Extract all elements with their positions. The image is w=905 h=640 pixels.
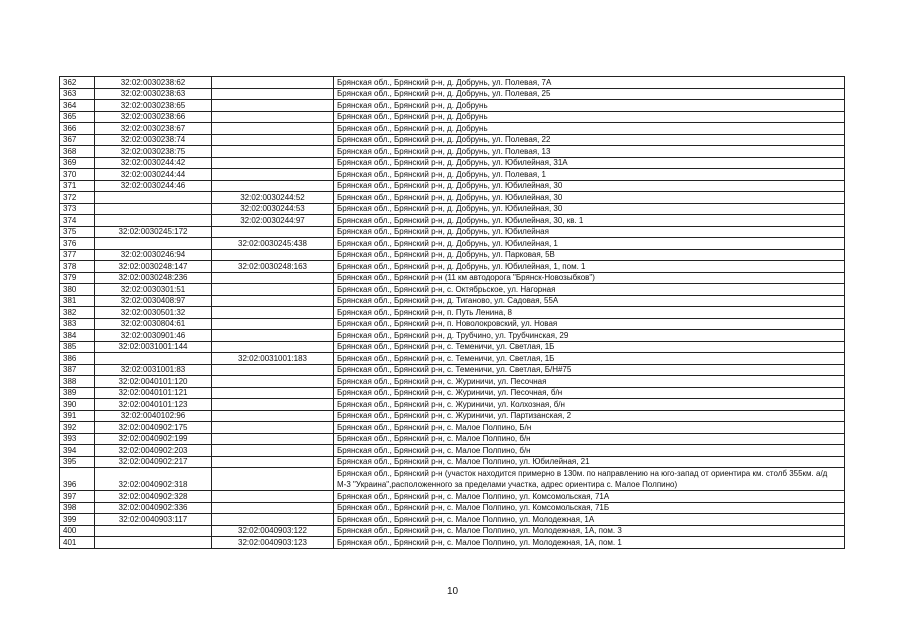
cadastral-number-cell: 32:02:0040902:203: [95, 445, 212, 457]
table-row: [60, 100, 845, 112]
premises-number-cell: 32:02:0030244:97: [212, 215, 334, 227]
table-row: [60, 134, 845, 146]
premises-number-cell: [212, 295, 334, 307]
premises-number-cell: [212, 146, 334, 158]
address-cell: Брянская обл., Брянский р-н, с. Журиничи, ул. Партизанская, 2: [334, 410, 845, 422]
address-cell: Брянская обл., Брянский р-н, с. Теменичи, ул. Светлая, 1Б: [334, 353, 845, 365]
row-number-cell: 362: [60, 77, 95, 89]
premises-number-cell: [212, 123, 334, 135]
address-cell: Брянская обл., Брянский р-н, с. Малое Полпино, б/н: [334, 433, 845, 445]
address-cell: Брянская обл., Брянский р-н, с. Малое Полпино, ул. Молодежная, 1А, пом. 1: [334, 537, 845, 549]
row-number-cell: 375: [60, 226, 95, 238]
address-cell: Брянская обл., Брянский р-н, д. Добрунь: [334, 100, 845, 112]
row-number-cell: 400: [60, 525, 95, 537]
row-number-cell: 385: [60, 341, 95, 353]
row-number-cell: 373: [60, 203, 95, 215]
cadastral-number-cell: 32:02:0030238:62: [95, 77, 212, 89]
row-number-cell: 372: [60, 192, 95, 204]
cadastral-number-cell: 32:02:0030248:236: [95, 272, 212, 284]
cadastral-number-cell: 32:02:0040902:336: [95, 502, 212, 514]
row-number-cell: 365: [60, 111, 95, 123]
premises-number-cell: [212, 134, 334, 146]
premises-number-cell: 32:02:0030245:438: [212, 238, 334, 250]
premises-number-cell: [212, 272, 334, 284]
premises-number-cell: [212, 88, 334, 100]
row-number-cell: 395: [60, 456, 95, 468]
table-row: [60, 514, 845, 526]
cadastral-number-cell: 32:02:0030501:32: [95, 307, 212, 319]
cadastral-number-cell: 32:02:0030238:75: [95, 146, 212, 158]
premises-number-cell: [212, 422, 334, 434]
cadastral-number-cell: 32:02:0030238:63: [95, 88, 212, 100]
row-number-cell: 386: [60, 353, 95, 365]
table-row: [60, 491, 845, 503]
row-number-cell: 371: [60, 180, 95, 192]
cadastral-number-cell: 32:02:0030238:74: [95, 134, 212, 146]
cadastral-number-cell: [95, 238, 212, 250]
table-row: [60, 456, 845, 468]
cadastral-number-cell: 32:02:0040101:120: [95, 376, 212, 388]
address-cell: Брянская обл., Брянский р-н, с. Журиничи, ул. Колхозная, б/н: [334, 399, 845, 411]
premises-number-cell: [212, 456, 334, 468]
table-row: [60, 111, 845, 123]
cadastral-number-cell: 32:02:0040902:318: [95, 468, 212, 491]
premises-number-cell: [212, 226, 334, 238]
premises-number-cell: [212, 399, 334, 411]
table-row: [60, 215, 845, 227]
premises-number-cell: [212, 100, 334, 112]
premises-number-cell: [212, 307, 334, 319]
address-cell: Брянская обл., Брянский р-н, д. Добрунь: [334, 111, 845, 123]
table-row: [60, 330, 845, 342]
cadastral-number-cell: 32:02:0030245:172: [95, 226, 212, 238]
premises-number-cell: [212, 468, 334, 491]
cadastral-table-body: [60, 77, 845, 549]
table-row: [60, 203, 845, 215]
row-number-cell: 382: [60, 307, 95, 319]
table-row: [60, 376, 845, 388]
address-cell: Брянская обл., Брянский р-н, с. Малое Полпино, ул. Молодежная, 1А, пом. 3: [334, 525, 845, 537]
cadastral-number-cell: 32:02:0040102:96: [95, 410, 212, 422]
row-number-cell: 390: [60, 399, 95, 411]
premises-number-cell: 32:02:0030248:163: [212, 261, 334, 273]
address-cell: Брянская обл., Брянский р-н, д. Добрунь, ул. Полевая, 1: [334, 169, 845, 181]
row-number-cell: 393: [60, 433, 95, 445]
address-cell: Брянская обл., Брянский р-н, д. Добрунь, ул. Юбилейная, 1: [334, 238, 845, 250]
premises-number-cell: 32:02:0030244:52: [212, 192, 334, 204]
address-cell: Брянская обл., Брянский р-н, д. Добрунь, ул. Парковая, 5В: [334, 249, 845, 261]
cadastral-number-cell: 32:02:0030804:61: [95, 318, 212, 330]
table-row: [60, 169, 845, 181]
table-row: [60, 272, 845, 284]
premises-number-cell: [212, 169, 334, 181]
cadastral-table: [59, 76, 845, 549]
premises-number-cell: [212, 376, 334, 388]
premises-number-cell: [212, 318, 334, 330]
premises-number-cell: [212, 491, 334, 503]
address-cell: Брянская обл., Брянский р-н, д. Добрунь, ул. Полевая, 7А: [334, 77, 845, 89]
cadastral-number-cell: [95, 192, 212, 204]
cadastral-number-cell: 32:02:0031001:144: [95, 341, 212, 353]
address-cell: Брянская обл., Брянский р-н, с. Малое Полпино, ул. Молодежная, 1А: [334, 514, 845, 526]
row-number-cell: 377: [60, 249, 95, 261]
table-row: [60, 433, 845, 445]
table-row: [60, 341, 845, 353]
address-cell: Брянская обл., Брянский р-н, с. Малое Полпино, ул. Юбилейная, 21: [334, 456, 845, 468]
cadastral-number-cell: 32:02:0030238:66: [95, 111, 212, 123]
address-cell: Брянская обл., Брянский р-н (11 км автодорога "Брянск-Новозыбков"): [334, 272, 845, 284]
premises-number-cell: [212, 77, 334, 89]
row-number-cell: 388: [60, 376, 95, 388]
row-number-cell: 384: [60, 330, 95, 342]
row-number-cell: 367: [60, 134, 95, 146]
premises-number-cell: [212, 284, 334, 296]
cadastral-number-cell: [95, 215, 212, 227]
address-cell: Брянская обл., Брянский р-н, с. Малое Полпино, Б/н: [334, 422, 845, 434]
cadastral-number-cell: [95, 537, 212, 549]
address-cell: Брянская обл., Брянский р-н, с. Малое Полпино, ул. Комсомольская, 71Б: [334, 502, 845, 514]
premises-number-cell: 32:02:0040903:123: [212, 537, 334, 549]
premises-number-cell: [212, 433, 334, 445]
address-cell: Брянская обл., Брянский р-н, д. Добрунь, ул. Юбилейная, 30: [334, 203, 845, 215]
address-cell: Брянская обл., Брянский р-н, с. Журиничи, ул. Песочная: [334, 376, 845, 388]
premises-number-cell: [212, 249, 334, 261]
premises-number-cell: [212, 111, 334, 123]
address-cell: Брянская обл., Брянский р-н, д. Добрунь, ул. Юбилейная: [334, 226, 845, 238]
table-row: [60, 238, 845, 250]
row-number-cell: 370: [60, 169, 95, 181]
table-row: [60, 364, 845, 376]
cadastral-number-cell: 32:02:0030408:97: [95, 295, 212, 307]
table-row: [60, 445, 845, 457]
address-cell: Брянская обл., Брянский р-н, д. Добрунь, ул. Полевая, 22: [334, 134, 845, 146]
cadastral-number-cell: 32:02:0040902:199: [95, 433, 212, 445]
table-row: [60, 295, 845, 307]
premises-number-cell: 32:02:0030244:53: [212, 203, 334, 215]
row-number-cell: 363: [60, 88, 95, 100]
table-row: [60, 284, 845, 296]
premises-number-cell: 32:02:0040903:122: [212, 525, 334, 537]
cadastral-number-cell: 32:02:0030238:65: [95, 100, 212, 112]
address-cell: Брянская обл., Брянский р-н, д. Добрунь, ул. Полевая, 25: [334, 88, 845, 100]
table-row: [60, 146, 845, 158]
address-cell: Брянская обл., Брянский р-н, д. Добрунь, ул. Юбилейная, 31А: [334, 157, 845, 169]
cadastral-number-cell: 32:02:0030248:147: [95, 261, 212, 273]
row-number-cell: 376: [60, 238, 95, 250]
table-row: [60, 502, 845, 514]
row-number-cell: 369: [60, 157, 95, 169]
row-number-cell: 394: [60, 445, 95, 457]
row-number-cell: 401: [60, 537, 95, 549]
table-row: [60, 157, 845, 169]
address-cell: Брянская обл., Брянский р-н, п. Новолокровский, ул. Новая: [334, 318, 845, 330]
row-number-cell: 396: [60, 468, 95, 491]
table-row: [60, 410, 845, 422]
address-cell: Брянская обл., Брянский р-н, д. Добрунь, ул. Юбилейная, 1, пом. 1: [334, 261, 845, 273]
table-row: [60, 123, 845, 135]
cadastral-number-cell: 32:02:0030244:44: [95, 169, 212, 181]
table-row: [60, 226, 845, 238]
row-number-cell: 366: [60, 123, 95, 135]
row-number-cell: 374: [60, 215, 95, 227]
address-cell: Брянская обл., Брянский р-н (участок находится примерно в 130м. по направлению на юго-запад от ориентира км. столб 355км. а/д М-3 "Украина",расположенного за пределами участка, адрес ориентира с. Малое Полпино): [334, 468, 845, 491]
cadastral-number-cell: [95, 353, 212, 365]
premises-number-cell: [212, 330, 334, 342]
address-cell: Брянская обл., Брянский р-н, с. Малое Полпино, б/н: [334, 445, 845, 457]
premises-number-cell: [212, 514, 334, 526]
cadastral-number-cell: 32:02:0040902:217: [95, 456, 212, 468]
address-cell: Брянская обл., Брянский р-н, д. Добрунь, ул. Юбилейная, 30, кв. 1: [334, 215, 845, 227]
address-cell: Брянская обл., Брянский р-н, с. Теменичи, ул. Светлая, Б/Н#75: [334, 364, 845, 376]
address-cell: Брянская обл., Брянский р-н, п. Путь Ленина, 8: [334, 307, 845, 319]
cadastral-number-cell: 32:02:0040902:175: [95, 422, 212, 434]
row-number-cell: 378: [60, 261, 95, 273]
table-row: [60, 468, 845, 491]
premises-number-cell: [212, 364, 334, 376]
premises-number-cell: [212, 387, 334, 399]
address-cell: Брянская обл., Брянский р-н, с. Теменичи, ул. Светлая, 1Б: [334, 341, 845, 353]
table-row: [60, 537, 845, 549]
table-row: [60, 249, 845, 261]
page-number: 10: [446, 586, 459, 597]
cadastral-number-cell: 32:02:0040903:117: [95, 514, 212, 526]
row-number-cell: 379: [60, 272, 95, 284]
cadastral-number-cell: 32:02:0030901:46: [95, 330, 212, 342]
cadastral-number-cell: 32:02:0030301:51: [95, 284, 212, 296]
premises-number-cell: 32:02:0031001:183: [212, 353, 334, 365]
table-row: [60, 307, 845, 319]
table-row: [60, 387, 845, 399]
table-row: [60, 422, 845, 434]
row-number-cell: 380: [60, 284, 95, 296]
row-number-cell: 387: [60, 364, 95, 376]
cadastral-number-cell: 32:02:0030244:42: [95, 157, 212, 169]
address-cell: Брянская обл., Брянский р-н, д. Добрунь, ул. Полевая, 13: [334, 146, 845, 158]
cadastral-number-cell: [95, 203, 212, 215]
table-row: [60, 261, 845, 273]
table-row: [60, 353, 845, 365]
premises-number-cell: [212, 502, 334, 514]
cadastral-number-cell: 32:02:0040101:123: [95, 399, 212, 411]
address-cell: Брянская обл., Брянский р-н, д. Добрунь, ул. Юбилейная, 30: [334, 192, 845, 204]
row-number-cell: 399: [60, 514, 95, 526]
row-number-cell: 364: [60, 100, 95, 112]
table-row: [60, 399, 845, 411]
address-cell: Брянская обл., Брянский р-н, д. Тиганово, ул. Садовая, 55А: [334, 295, 845, 307]
row-number-cell: 389: [60, 387, 95, 399]
row-number-cell: 381: [60, 295, 95, 307]
premises-number-cell: [212, 157, 334, 169]
premises-number-cell: [212, 410, 334, 422]
cadastral-number-cell: 32:02:0030244:46: [95, 180, 212, 192]
row-number-cell: 383: [60, 318, 95, 330]
cadastral-number-cell: 32:02:0030246:94: [95, 249, 212, 261]
table-row: [60, 525, 845, 537]
cadastral-number-cell: 32:02:0031001:83: [95, 364, 212, 376]
cadastral-number-cell: 32:02:0030238:67: [95, 123, 212, 135]
table-row: [60, 77, 845, 89]
cadastral-number-cell: 32:02:0040902:328: [95, 491, 212, 503]
address-cell: Брянская обл., Брянский р-н, д. Трубчино, ул. Трубчинская, 29: [334, 330, 845, 342]
row-number-cell: 397: [60, 491, 95, 503]
address-cell: Брянская обл., Брянский р-н, д. Добрунь, ул. Юбилейная, 30: [334, 180, 845, 192]
premises-number-cell: [212, 445, 334, 457]
cadastral-number-cell: 32:02:0040101:121: [95, 387, 212, 399]
address-cell: Брянская обл., Брянский р-н, с. Октябрьское, ул. Нагорная: [334, 284, 845, 296]
table-row: [60, 88, 845, 100]
table-row: [60, 318, 845, 330]
premises-number-cell: [212, 341, 334, 353]
row-number-cell: 392: [60, 422, 95, 434]
row-number-cell: 398: [60, 502, 95, 514]
table-row: [60, 192, 845, 204]
address-cell: Брянская обл., Брянский р-н, с. Малое Полпино, ул. Комсомольская, 71А: [334, 491, 845, 503]
row-number-cell: 368: [60, 146, 95, 158]
address-cell: Брянская обл., Брянский р-н, с. Журиничи, ул. Песочная, б/н: [334, 387, 845, 399]
cadastral-number-cell: [95, 525, 212, 537]
address-cell: Брянская обл., Брянский р-н, д. Добрунь: [334, 123, 845, 135]
table-row: [60, 180, 845, 192]
premises-number-cell: [212, 180, 334, 192]
row-number-cell: 391: [60, 410, 95, 422]
